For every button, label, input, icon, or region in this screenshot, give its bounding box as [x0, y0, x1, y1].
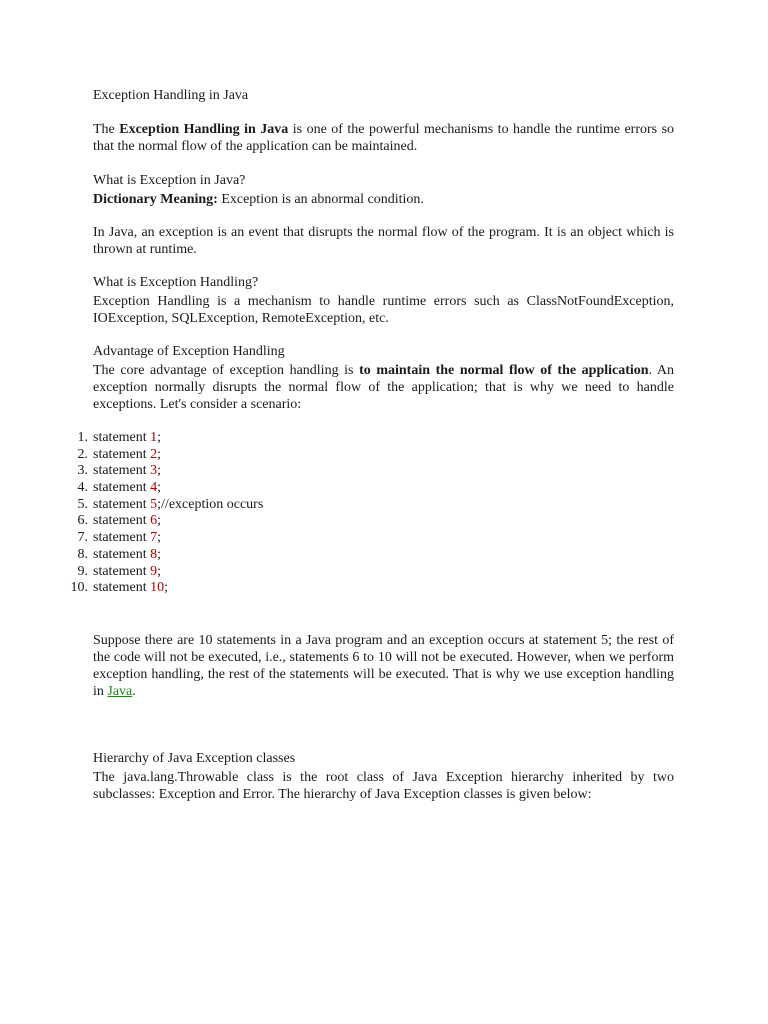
intro-pre: The	[93, 122, 120, 137]
list-item: 7. statement 7;	[77, 530, 162, 546]
list-item: 8. statement 8;	[77, 546, 162, 562]
document-page	[70, 87, 675, 803]
advantage-paragraph	[93, 362, 674, 413]
list-item: 2. statement 2;	[77, 446, 162, 462]
intro-paragraph	[93, 121, 674, 155]
scenario-pre: Suppose there are 10 statements in a Java program and an exception occurs at statement 5; the rest of the code will not be executed, i.e., statements 6 to 10 will not be executed. However, when we perform exception handling, the rest of the statements will be executed. That is why we use exception handling in	[93, 632, 674, 699]
exception-paragraph: In Java, an exception is an event that disrupts the normal flow of the program. It is an object which is thrown at runtime.	[93, 225, 674, 257]
list-item: 6. statement 6;	[77, 513, 162, 529]
section-heading-handling: What is Exception Handling?	[93, 275, 259, 290]
list-item: 9. statement 9;	[77, 563, 162, 579]
intro-bold: Exception Handling in Java	[119, 122, 289, 137]
definition-line	[93, 191, 674, 208]
java-link[interactable]: Java	[107, 683, 133, 699]
statement-list	[70, 430, 674, 597]
list-item: 4. statement 4;	[77, 480, 162, 496]
section-heading-hierarchy: Hierarchy of Java Exception classes	[93, 750, 296, 766]
hierarchy-paragraph: The java.lang.Throwable class is the root class of Java Exception hierarchy inherited by two subclasses: Exception and Error. The hierarchy of Java Exception classes is given below:	[93, 769, 674, 802]
scenario-post: .	[132, 683, 136, 699]
section-heading-advantage: Advantage of Exception Handling	[93, 344, 285, 359]
list-item: 1. statement 1;	[77, 430, 162, 445]
list-item: 10. statement 10;	[70, 580, 169, 596]
definition-text: Exception is an abnormal condition.	[217, 192, 424, 207]
document-title: Exception Handling in Java	[93, 88, 249, 103]
section-heading-exception: What is Exception in Java?	[93, 173, 246, 188]
advantage-post: . An exception normally disrupts the normal flow of the application; that is why we need to handle exceptions. Let's consider a scenario:	[93, 363, 674, 412]
handling-paragraph: Exception Handling is a mechanism to handle runtime errors such as ClassNotFoundException, IOException, SQLException, RemoteException, etc.	[93, 294, 674, 326]
definition-label: Dictionary Meaning:	[93, 192, 218, 207]
list-item: 5. statement 5;//exception occurs	[77, 496, 264, 512]
advantage-pre: The core advantage of exception handling is	[93, 363, 360, 378]
advantage-bold: to maintain the normal flow of the application	[359, 363, 649, 378]
intro-post: is one of the powerful mechanisms to handle the runtime errors so that the normal flow of the application can be maintained.	[93, 122, 675, 154]
scenario-paragraph	[93, 632, 674, 700]
list-item: 3. statement 3;	[77, 463, 162, 479]
